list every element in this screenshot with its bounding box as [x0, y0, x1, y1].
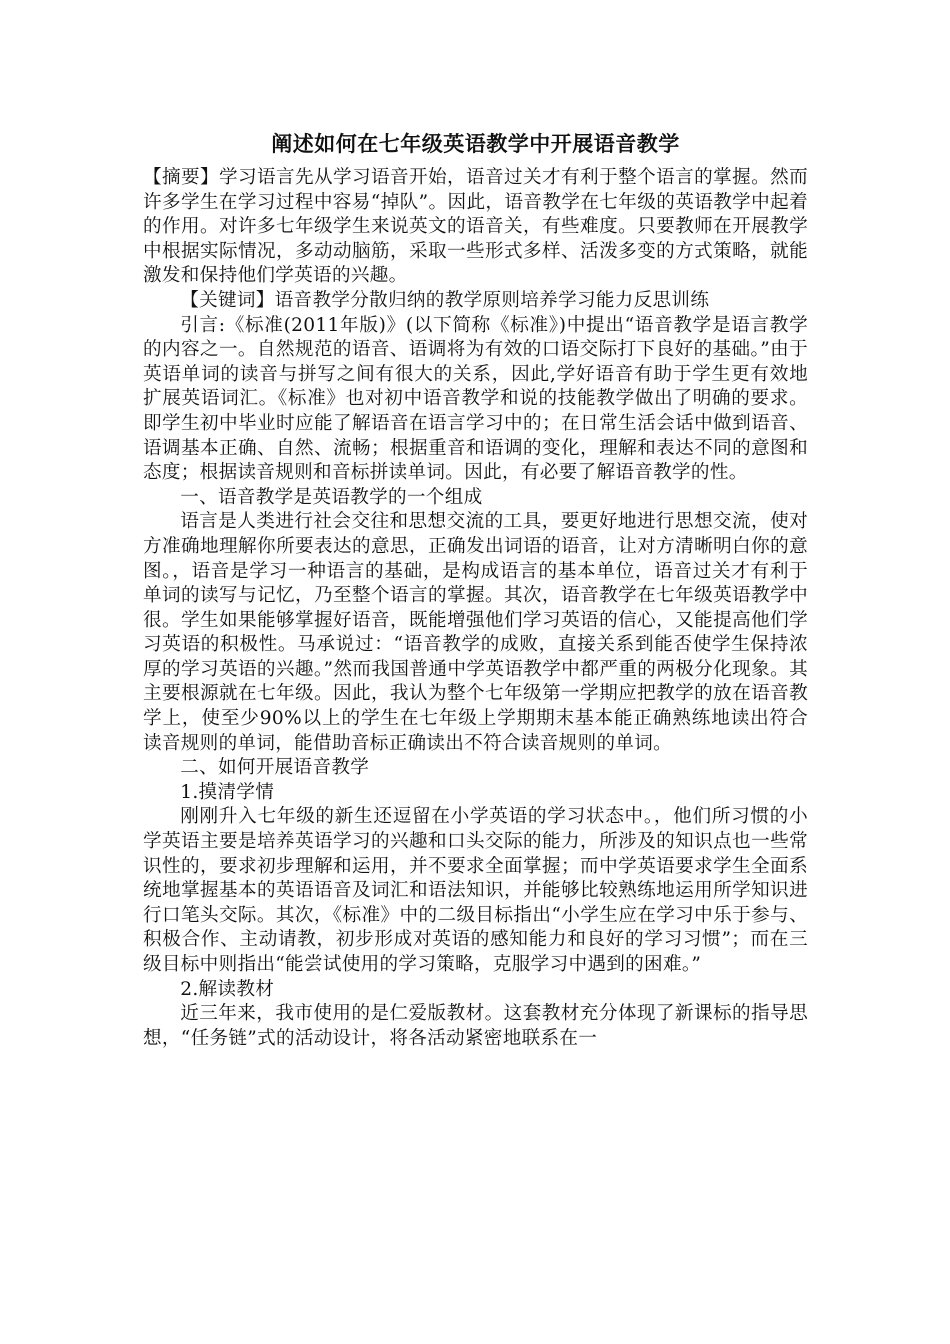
body-paragraph: 语言是人类进行社会交往和思想交流的工具，要更好地进行思想交流，使对方准确地理解你所要表达的意思，正确发出词语的语音，让对方清晰明白你的意图。，语音是学习一种语言的基础，是构成语言的基本单位，语音过关才有利于单词的读写与记忆，乃至整个语言的掌握。其次，语音教学在七年级英语教学中很。学生如果能够掌握好语音，既能增强他们学习英语的信心，又能提高他们学习英语的积极性。马承说过：“语音教学的成败，直接关系到能否使学生保持浓厚的学习英语的兴趣。”然而我国普通中学英语教学中都严重的两极分化现象。其主要根源就在七年级。因此，我认为整个七年级第一学期应把教学的放在语音教学上，使至少90%以上的学生在七年级上学期期末基本能正确熟练地读出符合读音规则的单词，能借助音标正确读出不符合读音规则的单词。	[143, 511, 808, 754]
document-page	[143, 128, 808, 1051]
document-body	[143, 166, 808, 1051]
body-paragraph: 刚刚升入七年级的新生还逗留在小学英语的学习状态中。，他们所习惯的小学英语主要是培养英语学习的兴趣和口头交际的能力，所涉及的知识点也一些常识性的，要求初步理解和运用，并不要求全面掌握；而中学英语要求学生全面系统地掌握基本的英语语音及词汇和语法知识，并能够比较熟练地运用所学知识进行口笔头交际。其次，《标准》中的二级目标指出“小学生应在学习中乐于参与、积极合作、主动请教，初步形成对英语的感知能力和良好的学习习惯”；而在三级目标中则指出“能尝试使用的学习策略，克服学习中遇到的困难。”	[143, 806, 808, 975]
subsection-heading-1: 1.摸清学情	[180, 781, 275, 803]
section-heading-2: 二、如何开展语音教学	[180, 757, 370, 779]
document-title: 阐述如何在七年级英语教学中开展语音教学	[271, 131, 680, 156]
section-heading-1: 一、语音教学是英语教学的一个组成	[180, 486, 483, 508]
subsection-heading-2: 2.解读教材	[180, 978, 275, 1000]
keywords-paragraph: 【关键词】语音教学分散归纳的教学原则培养学习能力反思训练	[180, 289, 710, 311]
introduction-paragraph: 引言:《标准(2011年版)》(以下简称《标准》)中提出“语音教学是语言教学的内容之一。自然规范的语音、语调将为有效的口语交际打下良好的基础。”由于英语单词的读音与拼写之间有很大的关系，因此,学好语音有助于学生更有效地扩展英语词汇。《标准》也对初中语音教学和说的技能教学做出了明确的要求。即学生初中毕业时应能了解语音在语言学习中的；在日常生活会话中做到语音、语调基本正确、自然、流畅；根据重音和语调的变化，理解和表达不同的意图和态度；根据读音规则和音标拼读单词。因此，有必要了解语音教学的性。	[143, 314, 808, 484]
body-paragraph: 近三年来，我市使用的是仁爱版教材。这套教材充分体现了新课标的指导思想，“任务链”式的活动设计，将各活动紧密地联系在一	[143, 1003, 808, 1049]
abstract-paragraph: 【摘要】学习语言先从学习语音开始，语音过关才有利于整个语言的掌握。然而许多学生在学习过程中容易“掉队”。因此，语音教学在七年级的英语教学中起着的作用。对许多七年级学生来说英文的语音关，有些难度。只要教师在开展教学中根据实际情况，多动动脑筋，采取一些形式多样、活泼多变的方式策略，就能激发和保持他们学英语的兴趣。	[143, 167, 808, 287]
